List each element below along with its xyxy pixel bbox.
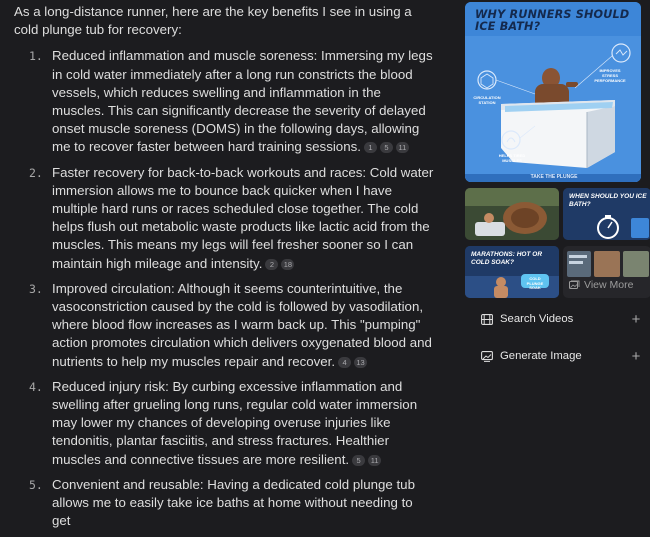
list-item-text: Faster recovery for back-to-back workouts and races: Cold water immersion allows me to bounce back quicker when I have multiple hard runs or races scheduled close together. The cold helps flush out metabolic waste products like lactic acid from the muscles. This means my legs will feel fresher sooner so I can maintain high mileage and intensity. [52, 164, 434, 271]
citation-badge[interactable]: 18 [281, 259, 294, 270]
thumbnail-title: MARATHONS: HOT OR COLD SOAK? [471, 251, 543, 266]
citation-badge[interactable]: 11 [368, 455, 381, 466]
hero-footer: TAKE THE PLUNGE [530, 174, 578, 180]
list-item-text: Improved circulation: Although it seems counterintuitive, the vasoconstriction caused by the cold is followed by vasodilation, where blood flow increases as I warm back up. This "pumping" action promotes circulation which delivers oxygenated blood and nutrients to help my muscles repair and recover. [52, 280, 432, 369]
list-item [14, 47, 434, 156]
list-item [14, 164, 434, 273]
view-more-label: View More [584, 279, 634, 291]
view-more-link[interactable] [569, 279, 633, 291]
view-more-tile[interactable] [563, 246, 650, 298]
film-icon [478, 314, 496, 325]
list-item-text: Reduced injury risk: By curbing excessive inflammation and swelling after grueling long runs, regular cold water immersion may lower my chances of developing overuse injuries like tendonitis, plantar fasciitis, and stress fractures. Healthier muscles and connective tissues are more resilient. [52, 378, 418, 467]
citation-badge[interactable]: 2 [265, 259, 278, 270]
benefit-list [14, 47, 434, 530]
plus-icon[interactable]: + [631, 310, 641, 328]
answer-body [14, 3, 434, 537]
answer-intro: As a long-distance runner, here are the key benefits I see in using a cold plunge tub for recovery: [14, 4, 412, 38]
image-thumbnail[interactable] [465, 188, 559, 240]
list-number: 5. [29, 477, 43, 492]
list-number: 2. [29, 165, 43, 180]
citation-badge[interactable]: 1 [364, 142, 377, 153]
image-thumbnail[interactable] [465, 246, 559, 298]
generate-image-button[interactable] [465, 344, 650, 368]
list-item [14, 476, 434, 531]
search-videos-label: Search Videos [500, 313, 574, 325]
citation-badge[interactable]: 13 [354, 357, 367, 368]
list-item [14, 378, 434, 469]
hero-caption: IMPROVES STRESS PERFORMANCE [594, 68, 626, 83]
citation-badge[interactable]: 5 [380, 142, 393, 153]
list-item-text: Convenient and reusable: Having a dedicated cold plunge tub allows me to easily take ice baths at home without needing to get [52, 476, 415, 529]
preview-strip [563, 249, 650, 279]
list-item-text: Reduced inflammation and muscle soreness: Immersing my legs in cold water immediately after a long run constricts the blood vessels, which reduces swelling and inflammation in the muscles. This can significantly decrease the severity of delayed onset muscle soreness (DOMS) in the following days, allowing me to recover faster between hard training sessions. [52, 48, 433, 155]
ice-bath-photo [465, 188, 559, 240]
media-sidebar [465, 0, 650, 505]
citation-badge[interactable]: 5 [352, 455, 365, 466]
list-item [14, 280, 434, 371]
hero-image[interactable] [465, 2, 641, 182]
plus-icon[interactable]: + [631, 347, 641, 365]
list-number: 4. [29, 379, 43, 394]
citation-badge[interactable]: 11 [396, 142, 409, 153]
image-generate-icon [478, 351, 496, 362]
search-videos-button[interactable] [465, 307, 650, 331]
image-thumbnail[interactable] [563, 188, 650, 240]
citation-badge[interactable]: 4 [338, 357, 351, 368]
list-number: 1. [29, 49, 43, 64]
list-number: 3. [29, 281, 43, 296]
thumbnail-badge: COLD PLUNGE SOAK [526, 276, 544, 290]
thumbnail-title: WHEN SHOULD YOU ICE BATH? [569, 193, 647, 208]
hero-caption: HELPS TIRED MUSCLES [498, 153, 526, 163]
hero-title: WHY RUNNERS SHOULD ICE BATH? [475, 8, 630, 33]
hero-caption: CIRCULATION STATION [473, 95, 501, 105]
generate-image-label: Generate Image [500, 350, 582, 362]
image-stack-icon [569, 280, 580, 290]
